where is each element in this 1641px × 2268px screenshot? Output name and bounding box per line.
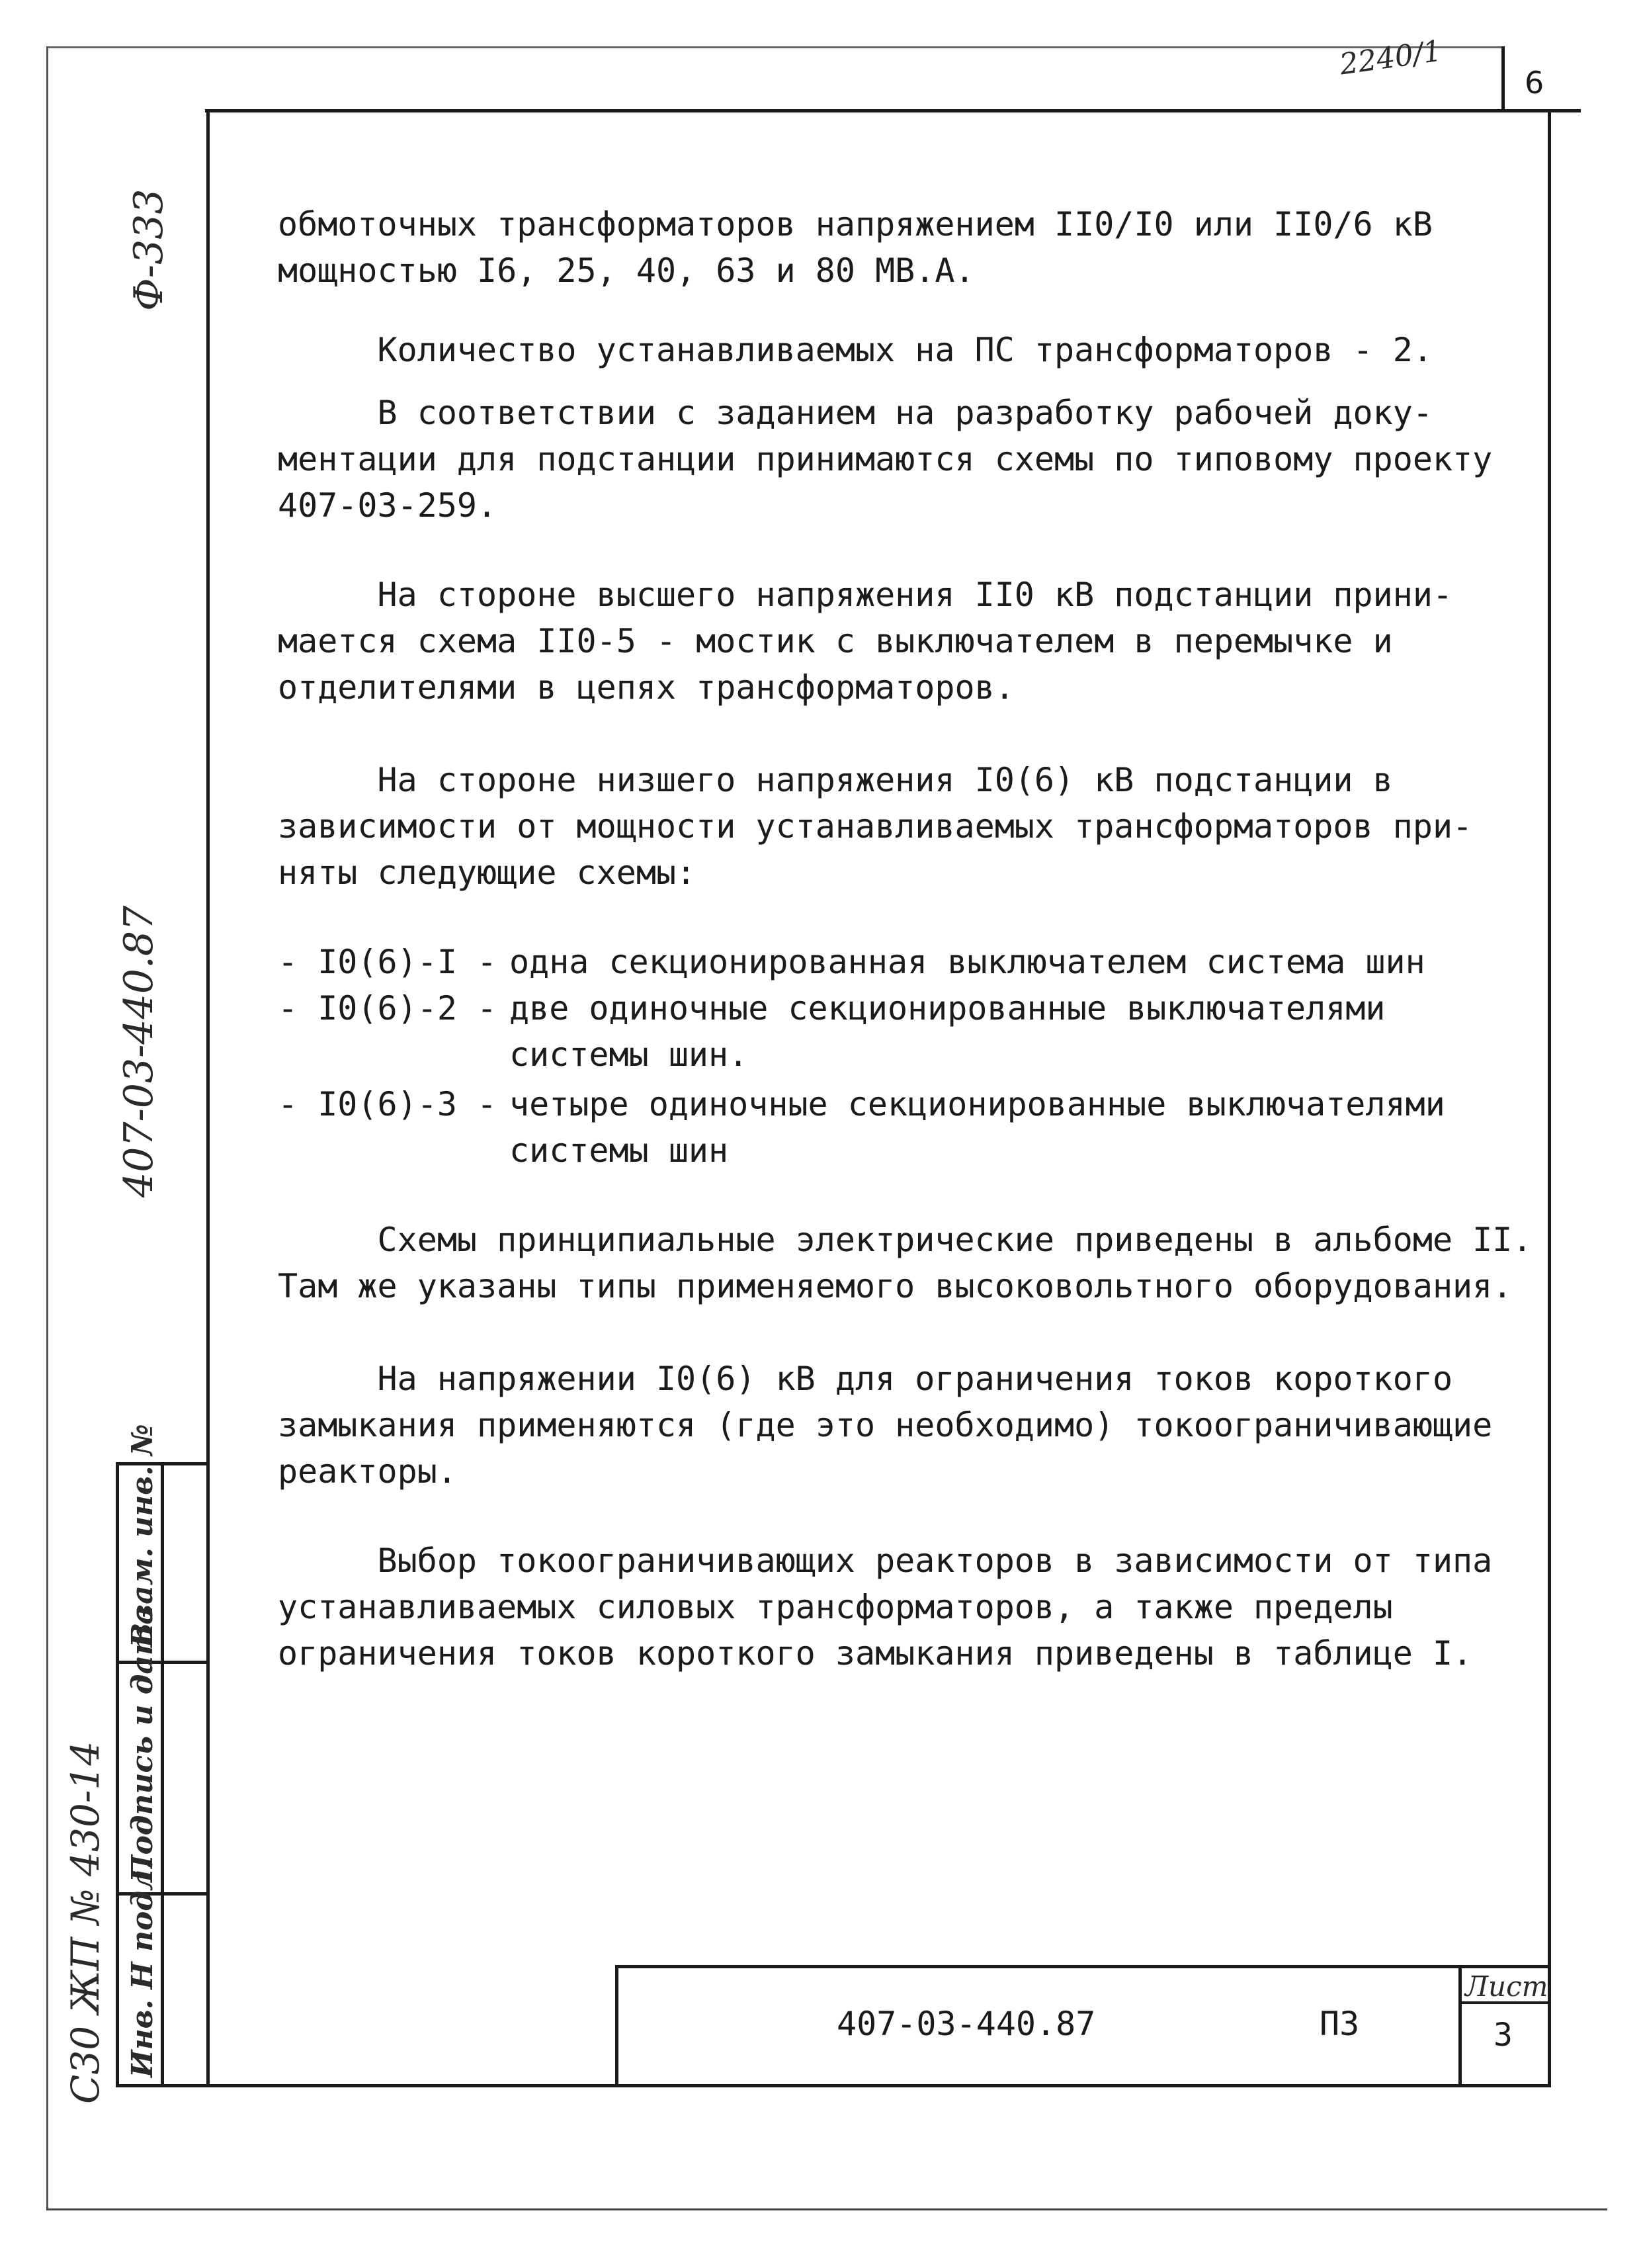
- sheet-label: Лист: [1465, 1970, 1548, 2003]
- frame-top-line: [205, 109, 1581, 112]
- list-item-continuation: системы шин: [509, 1131, 729, 1170]
- list-item: [278, 1082, 1445, 1127]
- text-line: ограничения токов короткого замыкания приведены в таблице I.: [278, 1634, 1473, 1673]
- sheet-number: 3: [1494, 2017, 1513, 2054]
- corner-box-bottom: [1501, 109, 1581, 112]
- side-stamp-vzam: Взам. инв. №: [126, 1424, 159, 1647]
- text-line: обмоточных трансформаторов напряжением II0/I0 или II0/6 кВ: [278, 205, 1433, 243]
- frame-left-line: [206, 109, 210, 2087]
- title-block-top: [615, 1965, 1551, 1968]
- text-line: ментации для подстанции принимаются схемы по типовому проекту: [278, 440, 1493, 478]
- text-line: реакторы.: [278, 1452, 457, 1491]
- text-line: 407-03-259.: [278, 486, 497, 525]
- title-block-sheet-left: [1458, 1965, 1462, 2087]
- text-line: Там же указаны типы применяемого высоковольтного оборудования.: [278, 1267, 1513, 1305]
- text-line: На стороне низшего напряжения I0(6) кВ подстанции в: [278, 761, 1393, 799]
- margin-bottom-code: С30 ЖП № 430-14: [63, 1741, 108, 2104]
- text-line: отделителями в цепях трансформаторов.: [278, 668, 1015, 707]
- doc-type: ПЗ: [1320, 2005, 1360, 2043]
- side-stamp-mid: [161, 1462, 164, 2087]
- outer-top-line: [46, 46, 1501, 48]
- list-item: [278, 939, 1425, 984]
- text-line: Выбор токоограничивающих реакторов в зависимости от типа: [278, 1542, 1493, 1580]
- text-line: Количество устанавливаемых на ПС трансформаторов - 2.: [278, 331, 1433, 369]
- list-item-text: одна секционированная выключателем система шин: [509, 943, 1425, 981]
- list-item-marker: - I0(6)-2 -: [278, 989, 497, 1027]
- text-line: В соответствии с заданием на разработку рабочей доку-: [278, 394, 1433, 432]
- frame-bottom-line: [116, 2084, 1551, 2087]
- text-line: На стороне высшего напряжения II0 кВ подстанции прини-: [278, 576, 1453, 614]
- text-line: устанавливаемых силовых трансформаторов, а также пределы: [278, 1588, 1393, 1626]
- outer-bottom-line: [46, 2208, 1607, 2210]
- text-line: няты следующие схемы:: [278, 853, 696, 892]
- doc-code: 407-03-440.87: [837, 2005, 1096, 2043]
- list-item-marker: - I0(6)-I -: [278, 943, 497, 981]
- side-stamp-inv: Инв. Н подл.: [126, 1859, 159, 2077]
- text-line: замыкания применяются (где это необходимо) токоограничивающие: [278, 1406, 1493, 1444]
- list-item-marker: - I0(6)-3 -: [278, 1085, 497, 1123]
- side-stamp-sign: Подпись и дата: [126, 1605, 159, 1882]
- text-line: На напряжении I0(6) кВ для ограничения токов короткого: [278, 1360, 1453, 1398]
- list-item-text: четыре одиночные секционированные выключателями: [509, 1085, 1445, 1123]
- title-block-left: [615, 1965, 618, 2087]
- text-line: мается схема II0-5 - мостик с выключателем в перемычке и: [278, 622, 1393, 660]
- text-line: мощностью I6, 25, 40, 63 и 80 МВ.А.: [278, 251, 975, 290]
- outer-left-line: [46, 46, 48, 2210]
- handwritten-number: 2240/1: [1337, 34, 1444, 82]
- margin-project-code: 407-03-440.87: [116, 905, 162, 1198]
- frame-right-line: [1548, 109, 1551, 2087]
- corner-box-left: [1501, 46, 1505, 112]
- list-item: [278, 986, 1386, 1031]
- margin-code-f: Ф-333: [126, 189, 172, 311]
- list-item-text: две одиночные секционированные выключателями: [509, 989, 1386, 1027]
- text-line: зависимости от мощности устанавливаемых трансформаторов при-: [278, 807, 1473, 846]
- list-item-continuation: системы шин.: [509, 1035, 749, 1074]
- corner-page-number: 6: [1525, 65, 1544, 101]
- side-stamp-left: [116, 1462, 119, 2087]
- text-line: Схемы принципиальные электрические приведены в альбоме II.: [278, 1221, 1533, 1259]
